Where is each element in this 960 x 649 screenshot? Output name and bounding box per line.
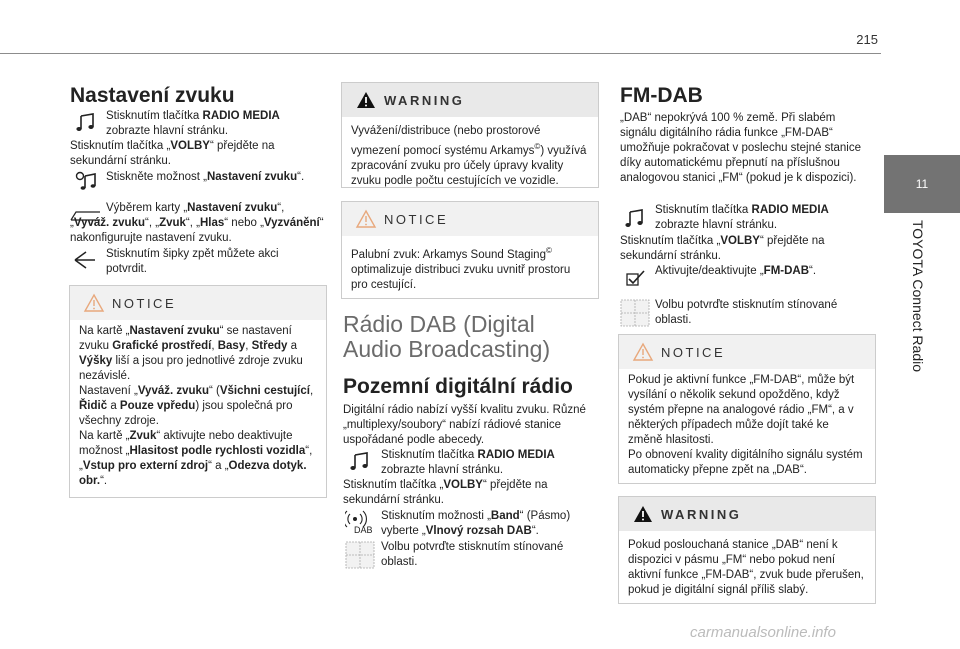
chapter-number-tab[interactable]: 11 — [884, 155, 960, 213]
shaded-area-icon — [344, 540, 376, 570]
col2-notice-box — [341, 201, 599, 299]
notice-label: NOTICE — [661, 345, 726, 360]
col1-notice-box — [69, 285, 327, 498]
watermark[interactable]: carmanualsonline.info — [690, 624, 836, 641]
notice-paragraph-2: Po obnovení kvality digitálního signálu systém automaticky přepne zpět na „DAB“. — [628, 449, 863, 476]
notice-label: NOTICE — [112, 296, 177, 311]
col1-step5: Stisknutím šipky zpět můžete akci potvrdit. — [106, 248, 279, 275]
col2-step2: Stisknutím tlačítka „VOLBY“ přejděte na sekundární stránku. — [343, 479, 548, 506]
music-note-icon — [347, 451, 373, 473]
notice-triangle-icon — [632, 342, 654, 362]
notice-triangle-icon — [83, 293, 105, 313]
section-title-dab: Rádio DAB (Digital Audio Broadcasting) — [343, 311, 551, 362]
chapter-title: TOYOTA Connect Radio — [910, 220, 926, 372]
heading-fm-dab: FM-DAB — [620, 84, 703, 107]
col2-step1: Stisknutím tlačítka RADIO MEDIA zobrazte hlavní stránku. — [381, 449, 555, 476]
notice-text: Palubní zvuk: Arkamys Sound Staging© optimalizuje distribuci zvuku uvnitř prostoru pro cestující. — [351, 246, 571, 291]
heading-sound-settings: Nastavení zvuku — [70, 84, 235, 107]
col1-step4: Výběrem karty „Nastavení zvuku“, „Vyváž. zvuku“, „Zvuk“, „Hlas“ nebo „Vyzvánění“ nakonfigurujte nastavení zvuku. — [70, 202, 324, 244]
notice-header — [70, 286, 326, 320]
col3-step1: Stisknutím tlačítka RADIO MEDIA zobrazte hlavní stránku. — [655, 204, 829, 231]
header-rule — [0, 53, 881, 54]
notice-paragraph-1: Pokud je aktivní funkce „FM-DAB“, může být vysílání o několik sekund opožděno, když systém přepne na analogové rádio „FM“, a v některých případech může dojít také ke změně hlasitosti. — [628, 374, 855, 446]
checkbox-icon — [624, 267, 650, 289]
notice-label: NOTICE — [384, 212, 449, 227]
notice-triangle-icon — [355, 209, 377, 229]
warning-text: Vyvážení/distribuce (nebo prostorové vymezení pomocí systému Arkamys©) využívá zpracování zvuku pro účely úpravy kvality zvuku podle počtu cestujících ve vozidle. — [351, 125, 587, 187]
col1-step3: Stiskněte možnost „Nastavení zvuku“. — [106, 171, 305, 183]
warning-label: WARNING — [384, 93, 465, 108]
col3-intro: „DAB“ nepokrývá 100 % země. Při slabém signálu digitálního rádia funkce „FM-DAB“ umožňuje pokračovat v poslechu stejné stanice díky automatickému přepnutí na příslušnou analogovou stanici „FM“ (pokud je k dispozici). — [620, 112, 862, 184]
notice-paragraph-2: Nastavení „Vyváž. zvuku“ (Všichni cestující, Řidič a Pouze vpředu) jsou společná pro všechny zdroje. — [79, 385, 314, 427]
col3-step2: Stisknutím tlačítka „VOLBY“ přejděte na sekundární stránku. — [620, 235, 825, 262]
notice-paragraph-1: Na kartě „Nastavení zvuku“ se nastavení zvuku Grafické prostředí, Basy, Středy a Výšky liší a jsou pro jednotlivé zdroje zvuku nezávislé. — [79, 325, 303, 382]
col2-step3: Stisknutím možnosti „Band“ (Pásmo) vyberte „Vlnový rozsah DAB“. — [381, 510, 571, 537]
warning-header — [342, 83, 598, 117]
heading-terrestrial-digital-radio: Pozemní digitální rádio — [343, 375, 573, 398]
warning-text: Pokud poslouchaná stanice „DAB“ není k dispozici v pásmu „FM“ nebo pokud není aktivní funkce „FM-DAB“, zvuk bude přerušen, pokud je digitální signál příliš slabý. — [628, 539, 864, 596]
back-arrow-icon — [72, 249, 98, 271]
warning-triangle-icon — [355, 90, 377, 110]
notice-header — [619, 335, 875, 369]
col3-step4: Volbu potvrďte stisknutím stínované oblasti. — [655, 299, 838, 326]
col1-step2: Stisknutím tlačítka „VOLBY“ přejděte na sekundární stránku. — [70, 140, 275, 167]
warning-header — [619, 497, 875, 531]
notice-header — [342, 202, 598, 236]
dab-icon — [345, 509, 377, 535]
svg-text:DAB: DAB — [354, 525, 373, 535]
music-note-icon — [73, 112, 99, 134]
col3-step3: Aktivujte/deaktivujte „FM-DAB“. — [655, 265, 817, 277]
col3-warning-box — [618, 496, 876, 604]
col2-intro: Digitální rádio nabízí vyšší kvalitu zvuku. Různé „multiplexy/soubory“ nabízí rádiové stanice uspořádané podle abecedy. — [343, 404, 586, 446]
warning-label: WARNING — [661, 507, 742, 522]
shaded-area-icon — [619, 298, 651, 328]
col2-warning-box — [341, 82, 599, 188]
music-settings-icon — [73, 170, 99, 192]
notice-paragraph-3: Na kartě „Zvuk“ aktivujte nebo deaktivujte možnost „Hlasitost podle rychlosti vozidla“, „Vstup pro externí zdroj“ a „Odezva dotyk. obr.“. — [79, 430, 313, 487]
music-note-icon — [622, 208, 648, 230]
warning-triangle-icon — [632, 504, 654, 524]
col1-step1: Stisknutím tlačítka RADIO MEDIA zobrazte hlavní stránku. — [106, 110, 280, 137]
col3-notice-box — [618, 334, 876, 484]
col2-step4: Volbu potvrďte stisknutím stínované oblasti. — [381, 541, 564, 568]
page-number: 215 — [856, 32, 878, 47]
